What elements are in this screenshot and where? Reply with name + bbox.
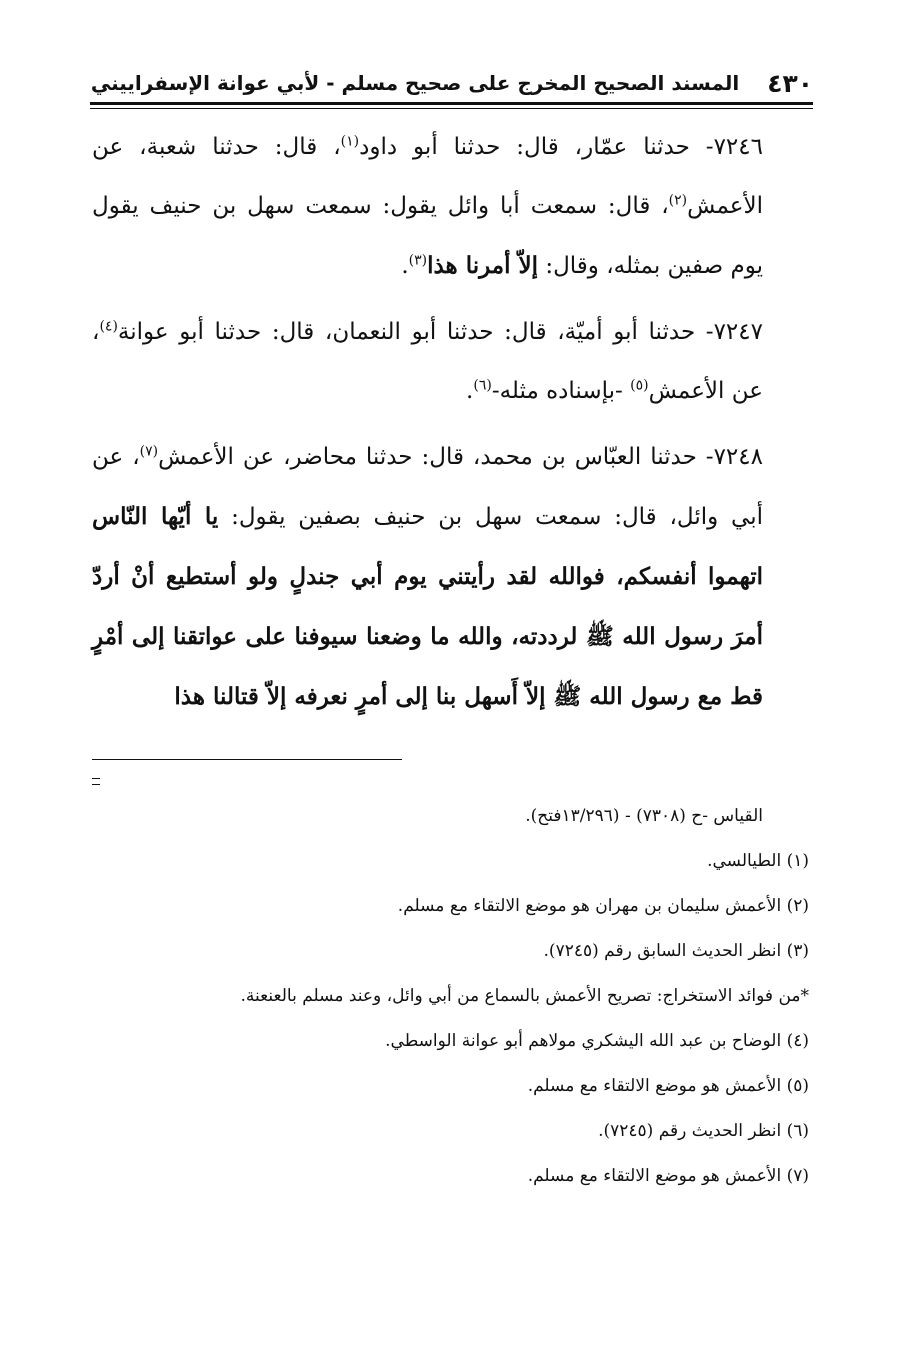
- running-title: المسند الصحيح المخرج على صحيح مسلم - لأبي عوانة الإسفراييني: [90, 71, 740, 95]
- footnote-ref[interactable]: (٢): [668, 192, 688, 209]
- emphasized-text: يا أيّها النّاس اتهموا أنفسكم، فوالله لقد رأيتني يوم أبي جندلٍ ولو أستطيع أنْ أردّ أمرَ رسول الله ﷺ لرددته، والله ما وضعنا سيوفنا على عواتقنا إلى أمْرٍ قط مع رسول الله ﷺ إلاّ أَسهل بنا إلى أمرٍ نعرفه إلاّ قتالنا هذا: [92, 503, 763, 710]
- hadith-7248: ٧٢٤٨- حدثنا العبّاس بن محمد، قال: حدثنا محاضر، عن الأعمش$^{(٧)}$، عن أبي وائل، قال: سمعت سهل بن حنيف بصفين يقول: يا أيّها النّاس اتهموا أنفسكم، فوالله لقد رأيتني يوم أبي جندلٍ ولو أستطيع أنْ أردّ أمرَ رسول الله ﷺ لرددته، والله ما وضعنا سيوفنا على عواتقنا إلى أمْرٍ قط مع رسول الله ﷺ إلاّ أَسهل بنا إلى أمرٍ نعرفه إلاّ قتالنا هذا: [92, 443, 763, 710]
- running-header: [90, 66, 813, 100]
- header-rule-thick: [90, 102, 813, 105]
- footnote-1: (١) الطيالسي.: [707, 851, 809, 871]
- footnote-continuation: القياس -ح (٧٣٠٨) - (١٣/٢٩٦فتح).: [525, 806, 763, 826]
- footnote-5: (٥) الأعمش هو موضع الالتقاء مع مسلم.: [527, 1076, 809, 1096]
- footnote-ref[interactable]: (٧): [139, 443, 159, 460]
- main-text: [92, 118, 809, 727]
- footnote-ref[interactable]: (١): [340, 133, 360, 150]
- footnote-3: (٣) انظر الحديث السابق رقم (٧٢٤٥).: [543, 941, 809, 961]
- footnote-6: (٦) انظر الحديث رقم (٧٢٤٥).: [598, 1121, 809, 1141]
- continuation-mark: [92, 778, 100, 785]
- footnote-ref[interactable]: (٦): [473, 377, 492, 394]
- footnote-7: (٧) الأعمش هو موضع الالتقاء مع مسلم.: [527, 1166, 809, 1186]
- footnotes: [92, 794, 809, 1199]
- hadith-7247: ٧٢٤٧- حدثنا أبو أميّة، قال: حدثنا أبو النعمان، قال: حدثنا أبو عوانة$^{(٤)}$، عن الأعمش$^{(٥)}$ -بإسناده مثله-$^{(٦)}$.: [92, 318, 763, 404]
- page-number: ٤٣٠: [767, 68, 813, 98]
- footnote-2: (٢) الأعمش سليمان بن مهران هو موضع الالتقاء مع مسلم.: [397, 896, 809, 916]
- footnote-ref[interactable]: (٤): [99, 318, 118, 335]
- footnote-4: (٤) الوضاح بن عبد الله اليشكري مولاهم أبو عوانة الواسطي.: [385, 1031, 809, 1051]
- emphasized-text: إلاّ أمرنا هذا: [427, 252, 539, 279]
- header-rule-thin: [90, 108, 813, 109]
- footnote-ref[interactable]: (٣): [408, 252, 428, 269]
- footnote-separator: [92, 759, 402, 760]
- hadith-7246: ٧٢٤٦- حدثنا عمّار، قال: حدثنا أبو داود$^{(١)}$، قال: حدثنا شعبة، عن الأعمش$^{(٢)}$، قال: سمعت أبا وائل يقول: سمعت سهل بن حنيف يقول يوم صفين بمثله، وقال: إلاّ أمرنا هذا$^{(٣)}$.: [92, 133, 763, 279]
- footnote-benefit: *من فوائد الاستخراج: تصريح الأعمش بالسماع من أبي وائل، وعند مسلم بالعنعنة.: [240, 986, 809, 1006]
- footnote-ref[interactable]: (٥): [630, 377, 649, 394]
